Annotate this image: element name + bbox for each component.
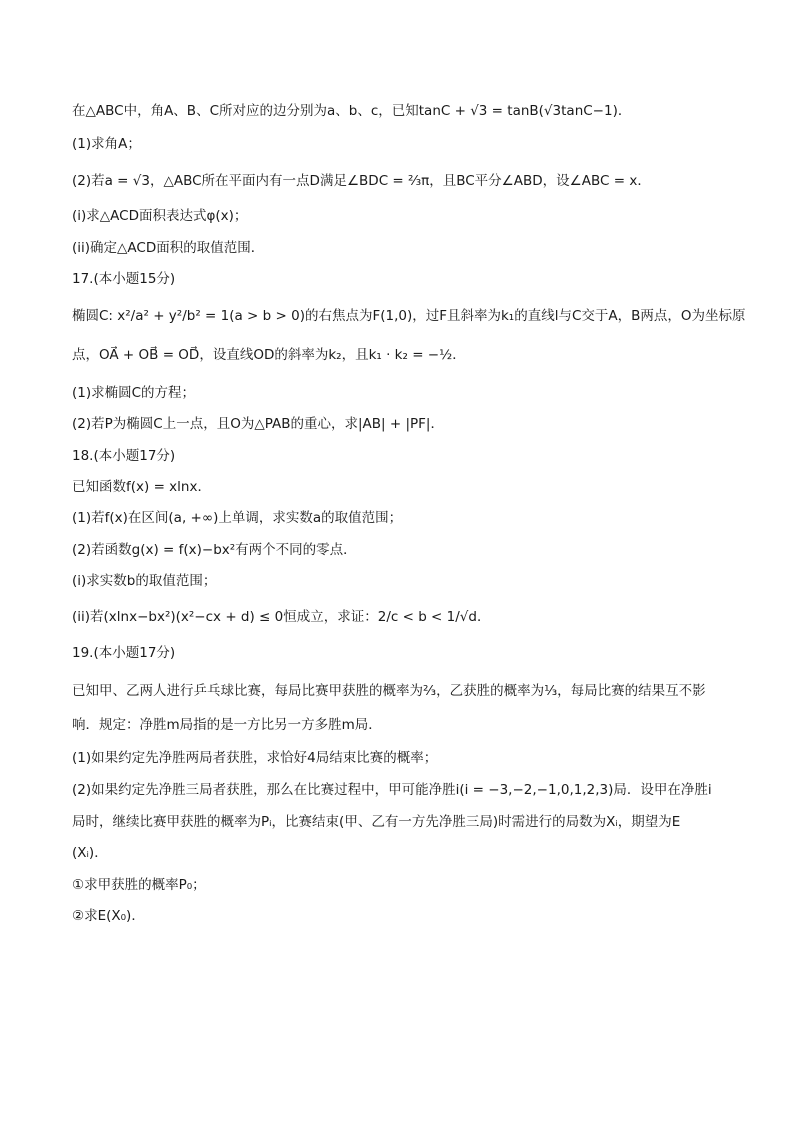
problem18-header: 18.(本小题17分) <box>72 448 176 464</box>
problem19-part2-line3: (Xᵢ)． <box>72 845 108 861</box>
problem17-part2: (2)若P为椭圆C上一点，且O为△PAB的重心，求|AB| + |PF|． <box>72 416 444 432</box>
problem18-part1: (1)若f(x)在区间(a, +∞)上单调，求实数a的取值范围； <box>72 510 403 526</box>
problem18-stem: 已知函数f(x) = xlnx． <box>72 479 211 495</box>
problem17-stem-line1: 椭圆C: x²/a² + y²/b² = 1(a > b > 0)的右焦点为F(1,0)，过F且斜率为k₁的直线l与C交于A，B两点，O为坐标原 <box>72 308 746 324</box>
problem18-part2: (2)若函数g(x) = f(x)−bx²有两个不同的零点． <box>72 542 357 558</box>
problem18-sub2: (ii)若(xlnx−bx²)(x²−cx + d) ≤ 0恒成立，求证：2/c < b < 1/√d． <box>72 609 491 625</box>
problem18-sub1: (i)求实数b的取值范围； <box>72 573 217 589</box>
problem16-stem: 在△ABC中，角A、B、C所对应的边分别为a、b、c，已知tanC + √3 = tanB(√3tanC−1)． <box>72 103 632 119</box>
problem19-part1: (1)如果约定先净胜两局者获胜，求恰好4局结束比赛的概率； <box>72 750 438 766</box>
problem16-sub2: (ii)确定△ACD面积的取值范围． <box>72 240 265 256</box>
problem16-part2: (2)若a = √3，△ABC所在平面内有一点D满足∠BDC = ²⁄₃π，且BC平分∠ABD，设∠ABC = x． <box>72 173 651 189</box>
problem19-part2-line2: 局时，继续比赛甲获胜的概率为Pᵢ，比赛结束(甲、乙有一方先净胜三局)时需进行的局数为Xᵢ，期望为E <box>72 814 681 830</box>
problem19-q1: ①求甲获胜的概率P₀； <box>72 877 206 893</box>
problem19-stem-line1: 已知甲、乙两人进行乒乓球比赛，每局比赛甲获胜的概率为⅔，乙获胜的概率为⅓，每局比赛的结果互不影 <box>72 683 706 699</box>
problem19-header: 19.(本小题17分) <box>72 645 176 661</box>
problem17-part1: (1)求椭圆C的方程； <box>72 385 196 401</box>
problem19-q2: ②求E(X₀)． <box>72 908 145 924</box>
problem19-stem-line2: 响．规定：净胜m局指的是一方比另一方多胜m局． <box>72 717 382 733</box>
problem19-part2-line1: (2)如果约定先净胜三局者获胜，那么在比赛过程中，甲可能净胜i(i = −3,−2,−1,0,1,2,3)局．设甲在净胜i <box>72 782 712 798</box>
problem16-part1: (1)求角A； <box>72 136 141 152</box>
problem16-sub1: (i)求△ACD面积表达式φ(x)； <box>72 208 248 224</box>
problem17-header: 17.(本小题15分) <box>72 271 176 287</box>
problem17-stem-line2: 点，OA⃗ + OB⃗ = OD⃗，设直线OD的斜率为k₂，且k₁ · k₂ = −½． <box>72 347 466 363</box>
